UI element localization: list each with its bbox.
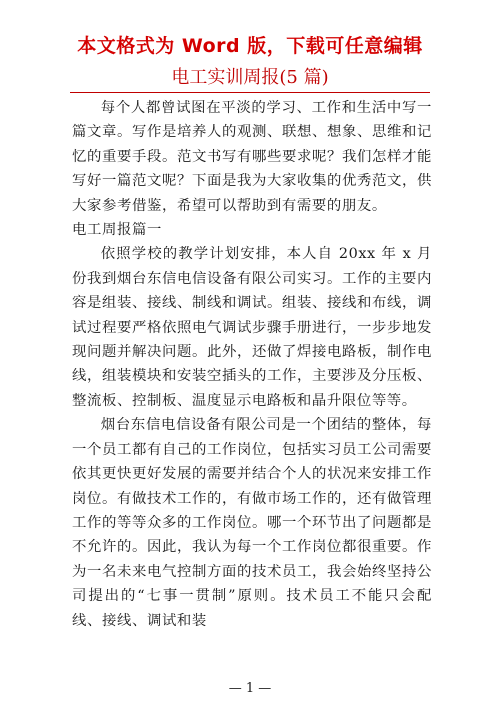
- section-heading: 电工周报篇一: [72, 222, 162, 239]
- body-paragraph-2: 烟台东信电信设备有限公司是一个团结的整体，每一个员工都有自己的工作岗位，包括实习员工公司需要依其更快更好发展的需要并结合个人的状况来安排工作岗位。有做技术工作的，有做市场工作的，还有做管理工作的等等众多的工作岗位。哪一个环节出了问题都是不允许的。因此，我认为每一个工作岗位都很重要。作为一名未来电气控制方面的技术员工，我会始终坚持公司提出的“七事一贯制”原则。技术员工不能只会配线、接线、调试和装: [72, 417, 432, 629]
- page-number: — 1 —: [228, 681, 272, 696]
- document-body: [72, 96, 432, 633]
- body-paragraph-1: 依照学校的教学计划安排，本人自 20xx 年 x 月份我到烟台东信电信设备有限公司实习。工作的主要内容是组装、接线、制线和调试。组装、接线和布线，调试过程要严格依照电气调试步骤手册进行，一步步地发现问题并解决问题。此外，还做了焊接电路板，制作电线，组装模块和安装空插头的工作，主要涉及分压板、整流板、控制板、温度显示电路板和晶升限位等等。: [72, 246, 432, 409]
- intro-paragraph: 每个人都曾试图在平淡的学习、工作和生活中写一篇文章。写作是培养人的观测、联想、想象、思维和记忆的重要手段。范文书写有哪些要求呢？我们怎样才能写好一篇范文呢？下面是我为大家收集的优秀范文，供大家参考借鉴，希望可以帮助到有需要的朋友。: [72, 100, 432, 214]
- title-divider: [70, 92, 430, 93]
- document-title: 电工实训周报(5 篇): [171, 67, 329, 88]
- word-format-banner: 本文格式为 Word 版，下载可任意编辑: [77, 35, 423, 57]
